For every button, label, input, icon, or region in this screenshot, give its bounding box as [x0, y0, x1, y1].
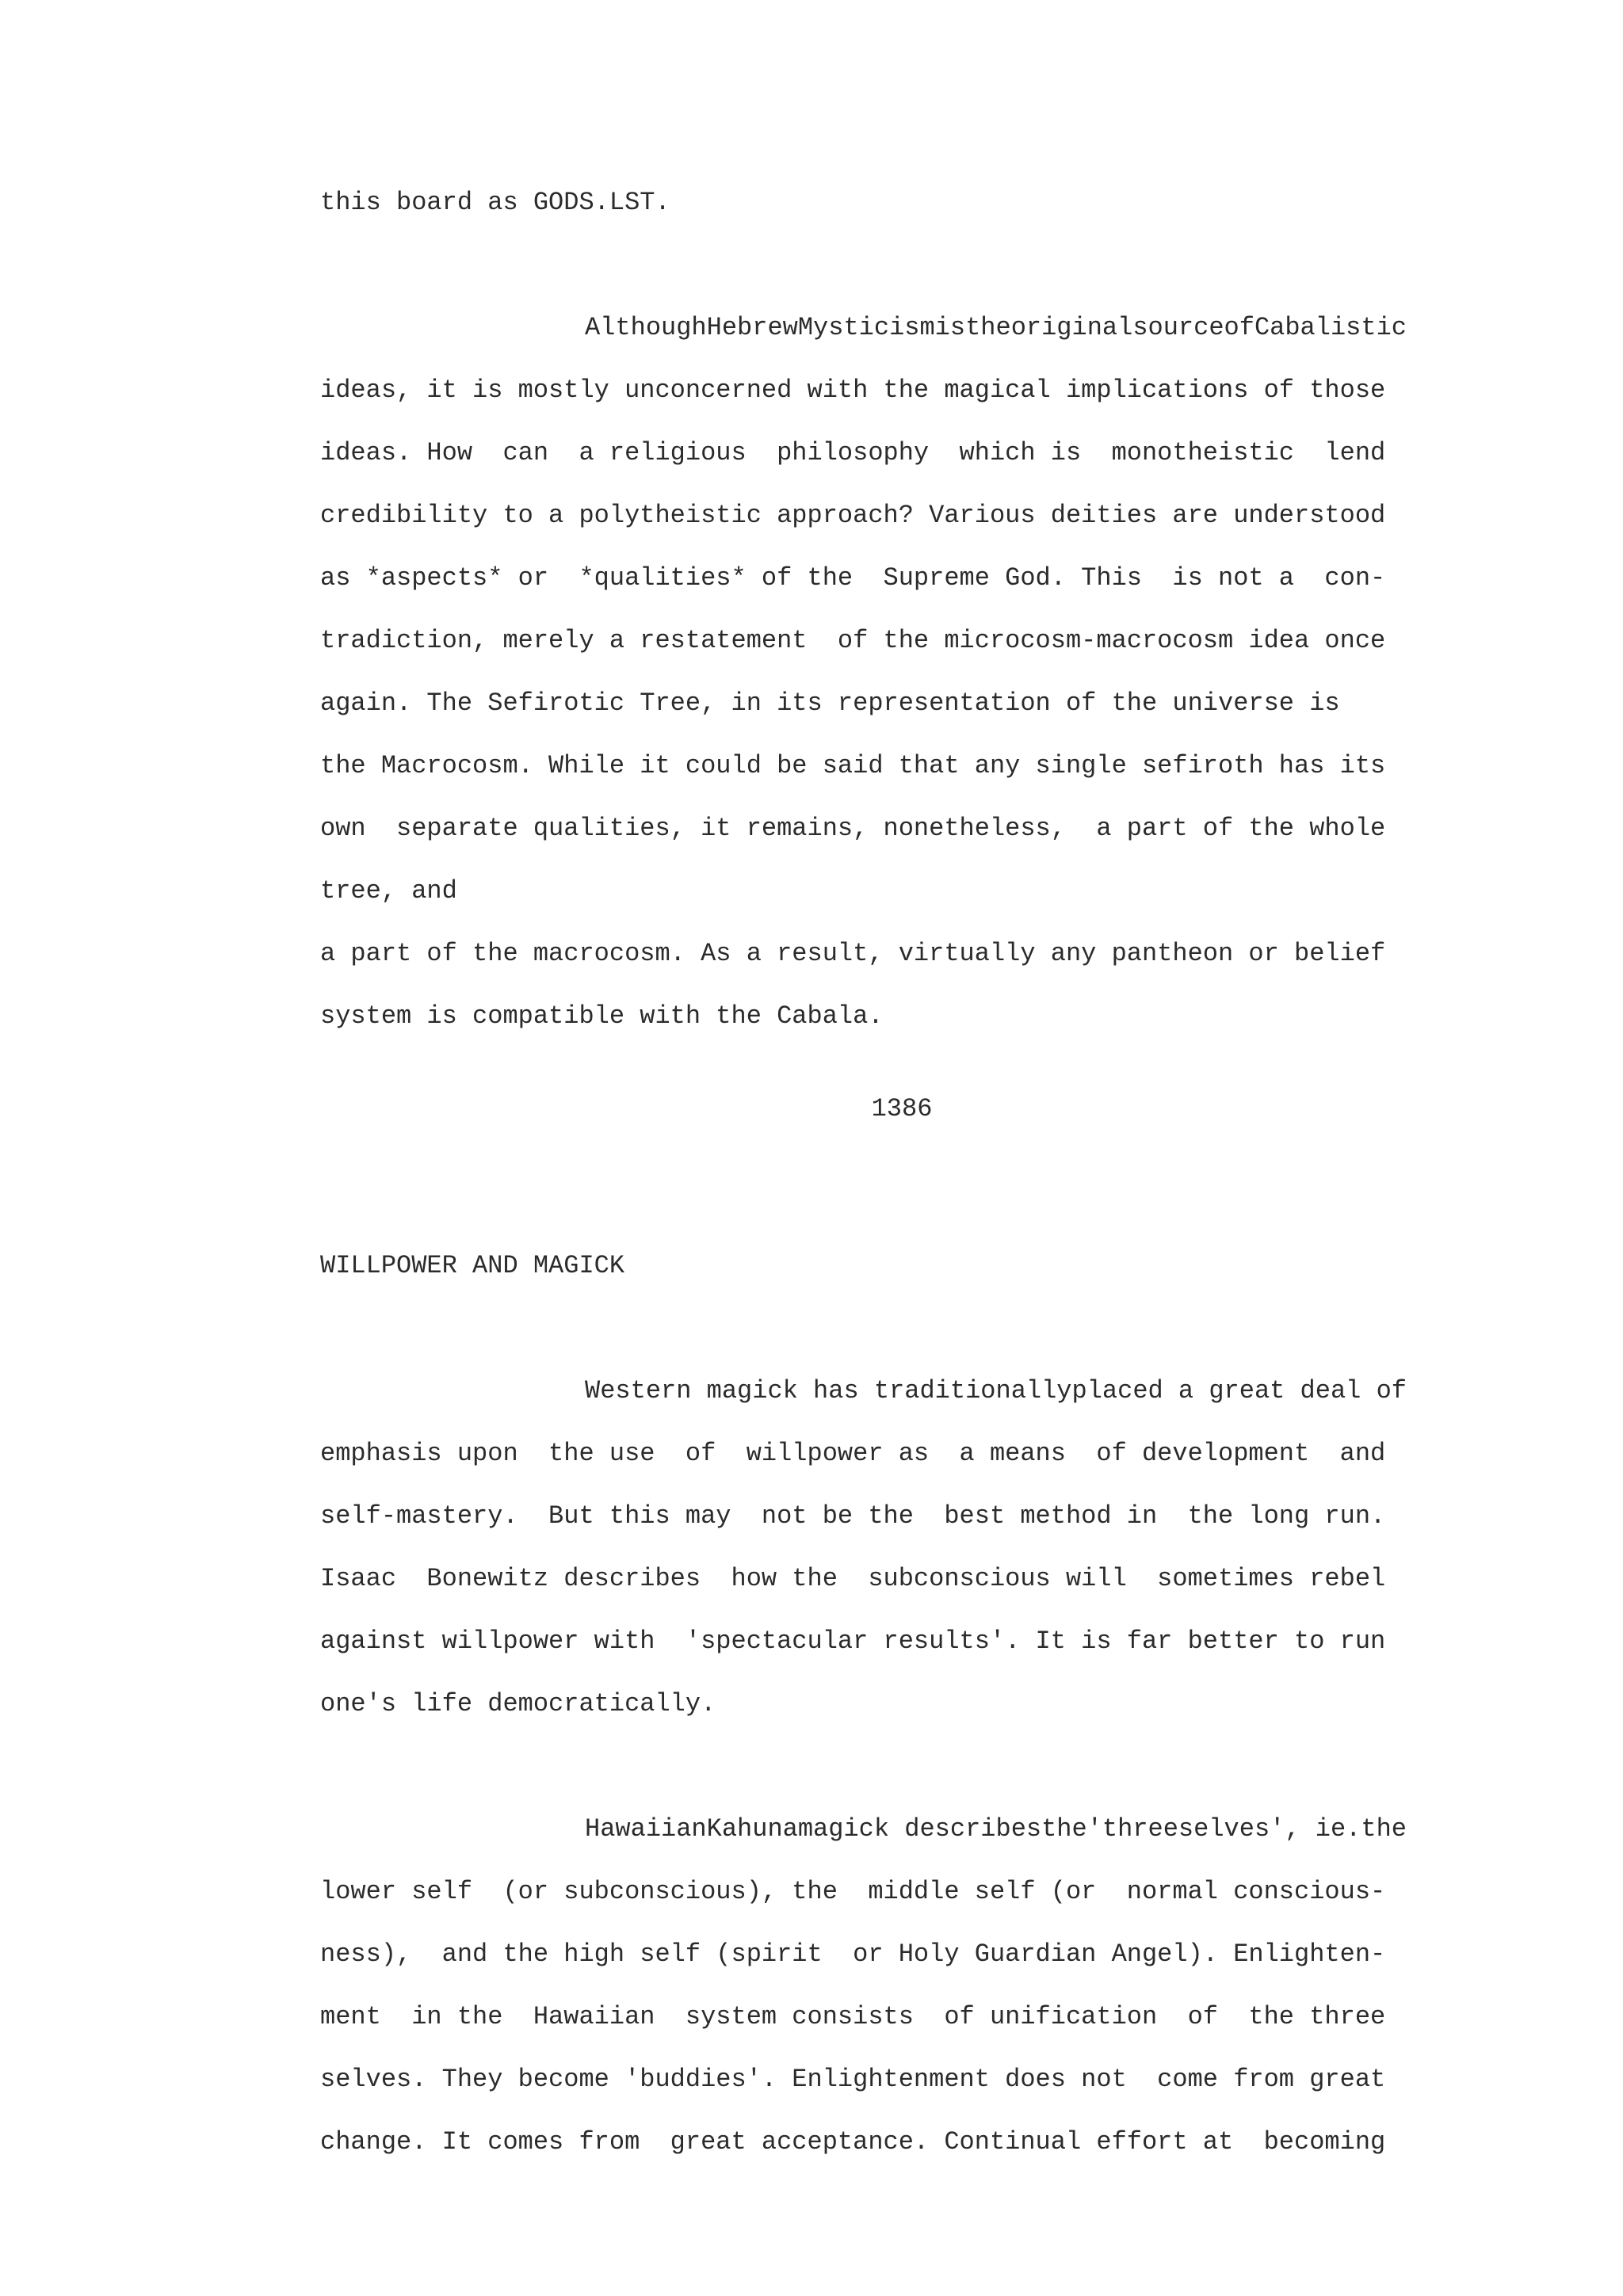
para3-line-1: HawaiianKahunamagick describesthe'threeselves', ie.the — [585, 1814, 1407, 1844]
page-number: 1386 — [871, 1094, 933, 1123]
para3-line-5: selves. They become 'buddies'. Enlightenment does not come from great — [320, 2065, 1386, 2094]
para1-line-10: tree, and — [320, 876, 457, 906]
para3-line-6: change. It comes from great acceptance. Continual effort at becoming — [320, 2127, 1386, 2157]
para2-line-1: Western magick has traditionallyplaced a great deal of — [585, 1376, 1407, 1405]
para1-line-5: as *aspects* or *qualities* of the Supreme God. This is not a con- — [320, 563, 1386, 593]
para1-line-12: system is compatible with the Cabala. — [320, 1001, 884, 1031]
para1-line-1: AlthoughHebrewMysticismistheoriginalsourceofCabalistic — [585, 313, 1407, 342]
para1-line-7: again. The Sefirotic Tree, in its representation of the universe is — [320, 688, 1340, 718]
para3-line-3: ness), and the high self (spirit or Holy Guardian Angel). Enlighten- — [320, 1939, 1386, 1969]
top-fragment: this board as GODS.LST. — [320, 188, 670, 217]
para1-line-2: ideas, it is mostly unconcerned with the magical implications of those — [320, 376, 1386, 405]
para2-line-3: self-mastery. But this may not be the best method in the long run. — [320, 1501, 1386, 1531]
para1-line-4: credibility to a polytheistic approach? Various deities are understood — [320, 501, 1386, 530]
para1-line-8: the Macrocosm. While it could be said that any single sefiroth has its — [320, 751, 1386, 780]
para1-line-11: a part of the macrocosm. As a result, virtually any pantheon or belief — [320, 939, 1386, 968]
section-heading: WILLPOWER AND MAGICK — [320, 1251, 625, 1280]
para3-line-2: lower self (or subconscious), the middle self (or normal conscious- — [320, 1877, 1386, 1906]
para2-line-5: against willpower with 'spectacular results'. It is far better to run — [320, 1627, 1386, 1656]
para1-line-6: tradiction, merely a restatement of the microcosm-macrocosm idea once — [320, 626, 1386, 655]
para1-line-3: ideas. How can a religious philosophy which is monotheistic lend — [320, 438, 1386, 467]
para2-line-2: emphasis upon the use of willpower as a means of development and — [320, 1439, 1386, 1468]
para3-line-4: ment in the Hawaiian system consists of unification of the three — [320, 2002, 1386, 2031]
para2-line-6: one's life democratically. — [320, 1689, 716, 1718]
para1-line-9: own separate qualities, it remains, nonetheless, a part of the whole — [320, 814, 1386, 843]
para2-line-4: Isaac Bonewitz describes how the subconscious will sometimes rebel — [320, 1564, 1386, 1593]
